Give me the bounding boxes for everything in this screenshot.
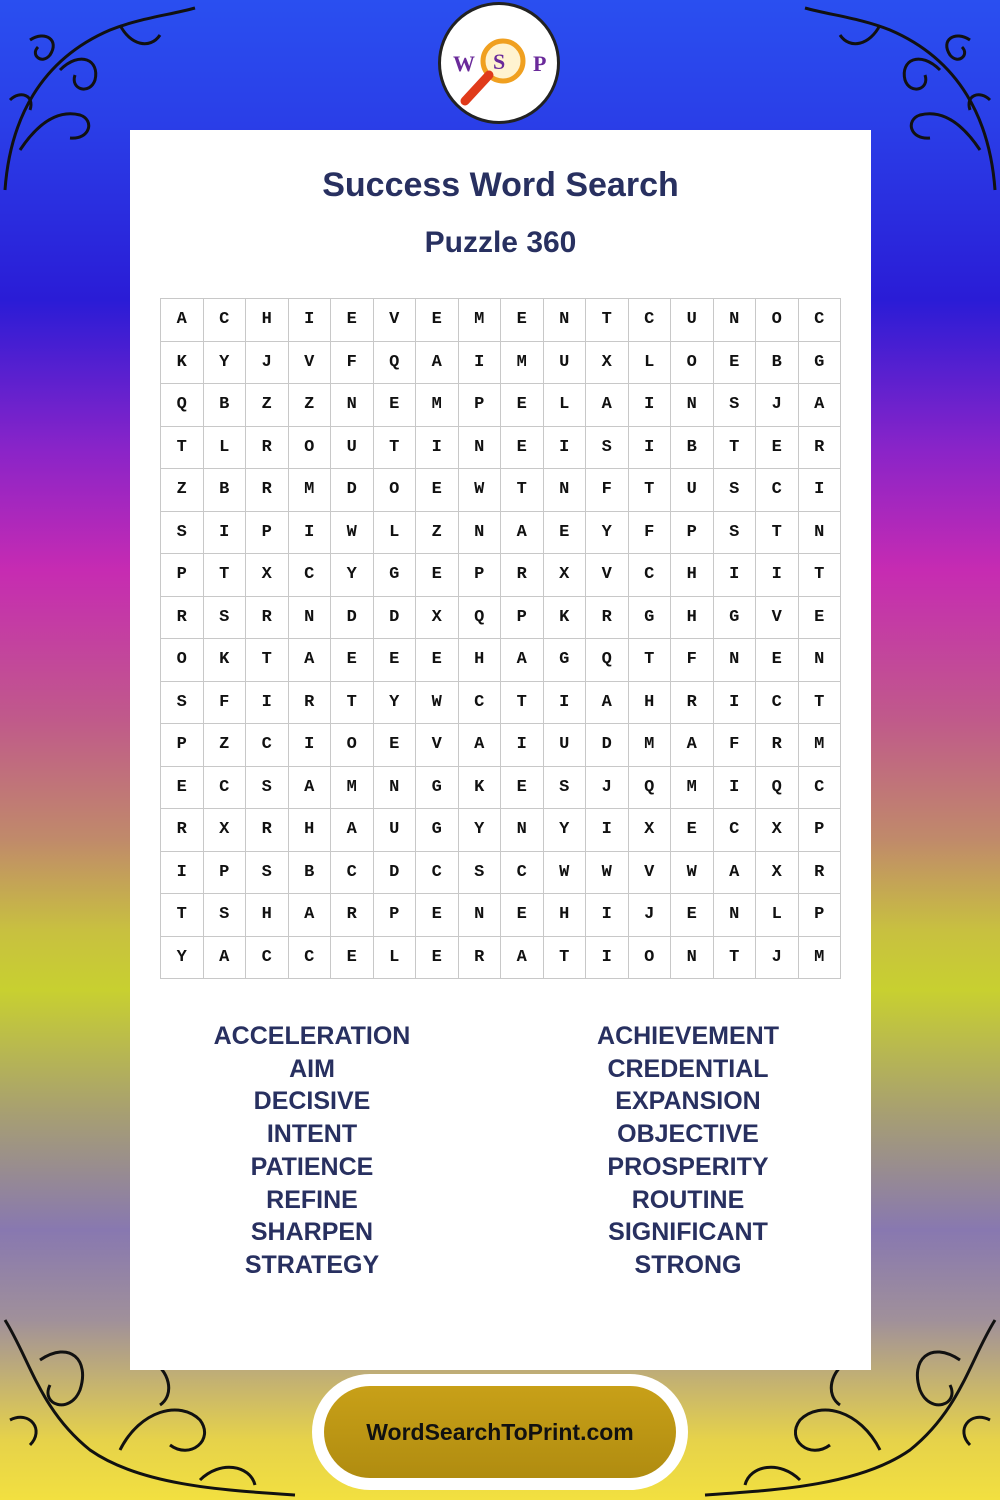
grid-cell[interactable]: P xyxy=(671,512,714,555)
grid-cell[interactable]: R xyxy=(246,809,289,852)
grid-cell[interactable]: T xyxy=(629,639,672,682)
grid-cell[interactable]: N xyxy=(544,469,587,512)
word-list-item: ACCELERATION xyxy=(213,1022,411,1050)
grid-cell[interactable]: A xyxy=(501,639,544,682)
grid-cell[interactable]: N xyxy=(714,639,757,682)
grid-cell[interactable]: A xyxy=(289,639,332,682)
grid-cell[interactable]: M xyxy=(799,937,842,980)
grid-cell[interactable]: E xyxy=(714,342,757,385)
grid-cell[interactable]: T xyxy=(714,937,757,980)
grid-cell[interactable]: R xyxy=(246,597,289,640)
grid-cell[interactable]: A xyxy=(714,852,757,895)
grid-cell[interactable]: J xyxy=(756,937,799,980)
grid-cell[interactable]: A xyxy=(586,682,629,725)
word-list-right xyxy=(558,1020,818,1282)
grid-cell[interactable]: P xyxy=(204,852,247,895)
grid-cell[interactable]: N xyxy=(544,299,587,342)
grid-cell[interactable]: S xyxy=(459,852,502,895)
grid-cell[interactable]: A xyxy=(331,809,374,852)
grid-cell[interactable]: I xyxy=(289,724,332,767)
grid-cell[interactable]: S xyxy=(204,894,247,937)
grid-cell[interactable]: C xyxy=(246,937,289,980)
grid-cell[interactable]: S xyxy=(586,427,629,470)
grid-cell[interactable]: R xyxy=(671,682,714,725)
grid-cell[interactable]: M xyxy=(629,724,672,767)
grid-cell[interactable]: I xyxy=(586,809,629,852)
grid-cell[interactable]: G xyxy=(629,597,672,640)
grid-cell[interactable]: N xyxy=(671,937,714,980)
grid-cell[interactable]: R xyxy=(161,809,204,852)
grid-cell[interactable]: I xyxy=(714,554,757,597)
grid-cell[interactable]: M xyxy=(459,299,502,342)
grid-cell[interactable]: T xyxy=(501,682,544,725)
logo-letter-p: P xyxy=(533,51,547,76)
grid-cell[interactable]: E xyxy=(501,767,544,810)
grid-cell[interactable]: L xyxy=(756,894,799,937)
grid-cell[interactable]: N xyxy=(671,384,714,427)
grid-cell[interactable]: O xyxy=(331,724,374,767)
grid-cell[interactable]: V xyxy=(416,724,459,767)
grid-cell[interactable]: J xyxy=(756,384,799,427)
word-list-left xyxy=(182,1020,442,1282)
grid-cell[interactable]: K xyxy=(161,342,204,385)
grid-cell[interactable]: T xyxy=(161,427,204,470)
grid-cell[interactable]: I xyxy=(501,724,544,767)
grid-cell[interactable]: B xyxy=(756,342,799,385)
grid-cell[interactable]: N xyxy=(374,767,417,810)
grid-cell[interactable]: C xyxy=(416,852,459,895)
grid-cell[interactable]: B xyxy=(204,384,247,427)
grid-cell[interactable]: A xyxy=(289,894,332,937)
grid-cell[interactable]: A xyxy=(671,724,714,767)
grid-cell[interactable]: I xyxy=(289,299,332,342)
grid-cell[interactable]: E xyxy=(161,767,204,810)
grid-cell[interactable]: O xyxy=(671,342,714,385)
grid-cell[interactable]: F xyxy=(331,342,374,385)
grid-cell[interactable]: T xyxy=(331,682,374,725)
grid-cell[interactable]: C xyxy=(501,852,544,895)
grid-cell[interactable]: E xyxy=(374,384,417,427)
grid-cell[interactable]: O xyxy=(161,639,204,682)
page-title: Success Word Search xyxy=(322,166,679,204)
grid-cell[interactable]: S xyxy=(714,384,757,427)
grid-cell[interactable]: E xyxy=(331,937,374,980)
grid-cell[interactable]: T xyxy=(374,427,417,470)
grid-cell[interactable]: G xyxy=(374,554,417,597)
grid-cell[interactable]: Z xyxy=(289,384,332,427)
grid-cell[interactable]: C xyxy=(459,682,502,725)
grid-cell[interactable]: O xyxy=(629,937,672,980)
grid-cell[interactable]: H xyxy=(459,639,502,682)
grid-cell[interactable]: A xyxy=(459,724,502,767)
grid-cell[interactable]: H xyxy=(629,682,672,725)
grid-cell[interactable]: E xyxy=(416,554,459,597)
grid-cell[interactable]: E xyxy=(544,512,587,555)
grid-cell[interactable]: X xyxy=(246,554,289,597)
grid-cell[interactable]: I xyxy=(544,427,587,470)
grid-cell[interactable]: X xyxy=(756,852,799,895)
grid-cell[interactable]: X xyxy=(204,809,247,852)
grid-cell[interactable]: T xyxy=(756,512,799,555)
grid-cell[interactable]: P xyxy=(459,554,502,597)
grid-cell[interactable]: P xyxy=(501,597,544,640)
grid-cell[interactable]: T xyxy=(799,682,842,725)
grid-cell[interactable]: S xyxy=(246,767,289,810)
grid-cell[interactable]: P xyxy=(459,384,502,427)
grid-cell[interactable]: I xyxy=(629,427,672,470)
grid-cell[interactable]: N xyxy=(459,894,502,937)
grid-cell[interactable]: F xyxy=(714,724,757,767)
grid-cell[interactable]: N xyxy=(714,894,757,937)
grid-cell[interactable]: M xyxy=(501,342,544,385)
grid-cell[interactable]: D xyxy=(586,724,629,767)
grid-cell[interactable]: A xyxy=(416,342,459,385)
grid-cell[interactable]: H xyxy=(544,894,587,937)
grid-cell[interactable]: H xyxy=(246,299,289,342)
word-list-item: SIGNIFICANT xyxy=(608,1218,768,1247)
grid-cell[interactable]: C xyxy=(289,937,332,980)
grid-cell[interactable]: S xyxy=(161,512,204,555)
site-link[interactable]: WordSearchToPrint.com xyxy=(324,1386,676,1478)
grid-cell[interactable]: W xyxy=(331,512,374,555)
grid-cell[interactable]: I xyxy=(289,512,332,555)
grid-cell[interactable]: S xyxy=(544,767,587,810)
grid-cell[interactable]: G xyxy=(544,639,587,682)
grid-cell[interactable]: D xyxy=(331,469,374,512)
grid-cell[interactable]: H xyxy=(289,809,332,852)
grid-cell[interactable]: J xyxy=(246,342,289,385)
grid-cell[interactable]: F xyxy=(671,639,714,682)
grid-cell[interactable]: X xyxy=(416,597,459,640)
grid-cell[interactable]: T xyxy=(204,554,247,597)
grid-cell[interactable]: U xyxy=(544,342,587,385)
grid-cell[interactable]: V xyxy=(289,342,332,385)
grid-cell[interactable]: I xyxy=(246,682,289,725)
grid-cell[interactable]: V xyxy=(586,554,629,597)
grid-cell[interactable]: T xyxy=(714,427,757,470)
grid-cell[interactable]: T xyxy=(161,894,204,937)
grid-cell[interactable]: Q xyxy=(459,597,502,640)
word-list-item: OBJECTIVE xyxy=(617,1120,759,1149)
grid-cell[interactable]: N xyxy=(714,299,757,342)
word-list-item: REFINE xyxy=(266,1185,358,1214)
grid-cell[interactable]: E xyxy=(374,724,417,767)
grid-cell[interactable]: C xyxy=(246,724,289,767)
word-list-item: AIM xyxy=(289,1054,335,1083)
grid-cell[interactable]: I xyxy=(799,469,842,512)
grid-cell[interactable]: N xyxy=(459,512,502,555)
grid-cell[interactable]: I xyxy=(544,682,587,725)
grid-cell[interactable]: I xyxy=(161,852,204,895)
grid-cell[interactable]: E xyxy=(331,639,374,682)
grid-cell[interactable]: D xyxy=(331,597,374,640)
grid-cell[interactable]: C xyxy=(629,554,672,597)
grid-cell[interactable]: O xyxy=(374,469,417,512)
grid-cell[interactable]: C xyxy=(714,809,757,852)
grid-cell[interactable]: U xyxy=(671,469,714,512)
grid-cell[interactable]: B xyxy=(204,469,247,512)
grid-cell[interactable]: A xyxy=(161,299,204,342)
word-list-item: INTENT xyxy=(266,1120,358,1149)
grid-cell[interactable]: R xyxy=(501,554,544,597)
grid-cell[interactable]: H xyxy=(671,554,714,597)
puzzle-number: Puzzle 360 xyxy=(424,226,577,259)
grid-cell[interactable]: M xyxy=(671,767,714,810)
grid-cell[interactable]: F xyxy=(204,682,247,725)
grid-cell[interactable]: H xyxy=(246,894,289,937)
grid-cell[interactable]: E xyxy=(501,894,544,937)
grid-cell[interactable]: T xyxy=(586,299,629,342)
grid-cell[interactable]: Q xyxy=(161,384,204,427)
grid-cell[interactable]: E xyxy=(416,937,459,980)
grid-cell[interactable]: E xyxy=(416,469,459,512)
grid-cell[interactable]: T xyxy=(629,469,672,512)
grid-cell[interactable]: C xyxy=(289,554,332,597)
grid-cell[interactable]: T xyxy=(799,554,842,597)
grid-cell[interactable]: N xyxy=(459,427,502,470)
grid-cell[interactable]: X xyxy=(586,342,629,385)
grid-cell[interactable]: W xyxy=(459,469,502,512)
grid-cell[interactable]: I xyxy=(459,342,502,385)
grid-cell[interactable]: Z xyxy=(416,512,459,555)
grid-cell[interactable]: L xyxy=(204,427,247,470)
word-list-item: PATIENCE xyxy=(250,1152,374,1181)
grid-cell[interactable]: V xyxy=(374,299,417,342)
grid-cell[interactable]: T xyxy=(501,469,544,512)
grid-cell[interactable]: K xyxy=(544,597,587,640)
puzzle-card xyxy=(130,130,871,1370)
grid-cell[interactable]: Y xyxy=(374,682,417,725)
grid-cell[interactable]: R xyxy=(459,937,502,980)
grid-cell[interactable]: F xyxy=(586,469,629,512)
grid-cell[interactable]: L xyxy=(629,342,672,385)
grid-cell[interactable]: I xyxy=(714,682,757,725)
grid-cell[interactable]: S xyxy=(714,512,757,555)
grid-cell[interactable]: Q xyxy=(374,342,417,385)
grid-cell[interactable]: M xyxy=(799,724,842,767)
grid-cell[interactable]: T xyxy=(246,639,289,682)
grid-cell[interactable]: A xyxy=(501,937,544,980)
grid-cell[interactable]: E xyxy=(331,299,374,342)
grid-cell[interactable]: E xyxy=(756,427,799,470)
grid-cell[interactable]: J xyxy=(629,894,672,937)
grid-cell[interactable]: G xyxy=(416,809,459,852)
grid-cell[interactable]: A xyxy=(799,384,842,427)
grid-cell[interactable]: D xyxy=(374,597,417,640)
grid-cell[interactable]: N xyxy=(331,384,374,427)
grid-cell[interactable]: R xyxy=(246,469,289,512)
grid-cell[interactable]: Z xyxy=(204,724,247,767)
grid-cell[interactable]: X xyxy=(629,809,672,852)
grid-cell[interactable]: E xyxy=(501,427,544,470)
word-list-item: DECISIVE xyxy=(253,1087,371,1116)
grid-cell[interactable]: W xyxy=(586,852,629,895)
grid-cell[interactable]: R xyxy=(161,597,204,640)
grid-cell[interactable]: L xyxy=(374,937,417,980)
grid-cell[interactable]: C xyxy=(204,767,247,810)
grid-cell[interactable]: E xyxy=(501,384,544,427)
word-list-item: ROUTINE xyxy=(631,1185,745,1214)
grid-cell[interactable]: S xyxy=(246,852,289,895)
grid-cell[interactable]: Y xyxy=(204,342,247,385)
grid-cell[interactable]: L xyxy=(544,384,587,427)
word-list-item: CREDENTIAL xyxy=(607,1054,769,1083)
grid-cell[interactable]: W xyxy=(544,852,587,895)
grid-cell[interactable]: Q xyxy=(756,767,799,810)
grid-cell[interactable]: W xyxy=(671,852,714,895)
grid-cell[interactable]: B xyxy=(289,852,332,895)
grid-cell[interactable]: E xyxy=(416,894,459,937)
grid-cell[interactable]: R xyxy=(799,852,842,895)
grid-cell[interactable]: C xyxy=(629,299,672,342)
grid-cell[interactable]: E xyxy=(416,639,459,682)
grid-cell[interactable]: E xyxy=(416,299,459,342)
grid-cell[interactable]: N xyxy=(799,512,842,555)
grid-cell[interactable]: V xyxy=(629,852,672,895)
grid-cell[interactable]: E xyxy=(756,639,799,682)
grid-cell[interactable]: H xyxy=(671,597,714,640)
grid-cell[interactable]: P xyxy=(799,809,842,852)
grid-cell[interactable]: U xyxy=(331,427,374,470)
grid-cell[interactable]: G xyxy=(416,767,459,810)
grid-cell[interactable]: A xyxy=(501,512,544,555)
grid-cell[interactable]: T xyxy=(544,937,587,980)
grid-cell[interactable]: K xyxy=(204,639,247,682)
grid-cell[interactable]: O xyxy=(756,299,799,342)
grid-cell[interactable]: U xyxy=(374,809,417,852)
grid-cell[interactable]: G xyxy=(799,342,842,385)
grid-cell[interactable]: L xyxy=(374,512,417,555)
grid-cell[interactable]: I xyxy=(756,554,799,597)
grid-cell[interactable]: C xyxy=(756,469,799,512)
grid-cell[interactable]: O xyxy=(289,427,332,470)
grid-cell[interactable]: R xyxy=(799,427,842,470)
grid-cell[interactable]: I xyxy=(586,937,629,980)
grid-cell[interactable]: S xyxy=(714,469,757,512)
grid-cell[interactable]: C xyxy=(756,682,799,725)
grid-cell[interactable]: Y xyxy=(586,512,629,555)
grid-cell[interactable]: R xyxy=(246,427,289,470)
grid-cell[interactable]: E xyxy=(799,597,842,640)
grid-cell[interactable]: N xyxy=(799,639,842,682)
grid-cell[interactable]: A xyxy=(204,937,247,980)
grid-cell[interactable]: P xyxy=(374,894,417,937)
grid-cell[interactable]: E xyxy=(501,299,544,342)
logo-letter-s: S xyxy=(493,49,506,74)
grid-cell[interactable]: A xyxy=(586,384,629,427)
word-list-item: STRATEGY xyxy=(244,1250,380,1279)
word-list-item: STRONG xyxy=(634,1250,742,1279)
grid-cell[interactable]: Y xyxy=(459,809,502,852)
grid-cell[interactable]: P xyxy=(161,554,204,597)
grid-cell[interactable]: R xyxy=(756,724,799,767)
grid-cell[interactable]: U xyxy=(544,724,587,767)
grid-cell[interactable]: M xyxy=(331,767,374,810)
grid-cell[interactable]: A xyxy=(289,767,332,810)
word-list-item: SHARPEN xyxy=(250,1218,374,1247)
grid-cell[interactable]: S xyxy=(204,597,247,640)
grid-cell[interactable]: D xyxy=(374,852,417,895)
grid-cell[interactable]: I xyxy=(714,767,757,810)
grid-cell[interactable]: N xyxy=(289,597,332,640)
word-list-item: PROSPERITY xyxy=(607,1152,769,1181)
grid-cell[interactable]: P xyxy=(246,512,289,555)
grid-cell[interactable]: Q xyxy=(586,639,629,682)
grid-cell[interactable]: X xyxy=(756,809,799,852)
grid-cell[interactable]: F xyxy=(629,512,672,555)
grid-cell[interactable]: Y xyxy=(331,554,374,597)
logo-letter-w: W xyxy=(453,51,475,76)
grid-cell[interactable]: V xyxy=(756,597,799,640)
word-list-item: EXPANSION xyxy=(615,1087,761,1116)
grid-cell[interactable]: Q xyxy=(629,767,672,810)
grid-cell[interactable]: M xyxy=(416,384,459,427)
letter-grid xyxy=(160,298,841,979)
grid-cell[interactable]: Y xyxy=(544,809,587,852)
grid-cell[interactable]: X xyxy=(544,554,587,597)
grid-cell[interactable]: E xyxy=(671,894,714,937)
grid-cell[interactable]: C xyxy=(331,852,374,895)
grid-cell[interactable]: M xyxy=(289,469,332,512)
grid-cell[interactable]: I xyxy=(204,512,247,555)
grid-cell[interactable]: E xyxy=(374,639,417,682)
grid-cell[interactable]: B xyxy=(671,427,714,470)
word-list-item: ACHIEVEMENT xyxy=(597,1022,779,1050)
grid-cell[interactable]: I xyxy=(416,427,459,470)
grid-cell[interactable]: I xyxy=(586,894,629,937)
grid-cell[interactable]: E xyxy=(671,809,714,852)
grid-cell[interactable]: W xyxy=(416,682,459,725)
grid-cell[interactable]: P xyxy=(161,724,204,767)
grid-cell[interactable]: N xyxy=(501,809,544,852)
grid-cell[interactable]: P xyxy=(799,894,842,937)
grid-cell[interactable]: R xyxy=(289,682,332,725)
grid-cell[interactable]: Y xyxy=(161,937,204,980)
grid-cell[interactable]: C xyxy=(204,299,247,342)
grid-cell[interactable]: J xyxy=(586,767,629,810)
grid-cell[interactable]: G xyxy=(714,597,757,640)
grid-cell[interactable]: Z xyxy=(161,469,204,512)
grid-cell[interactable]: C xyxy=(799,767,842,810)
grid-cell[interactable]: R xyxy=(331,894,374,937)
grid-cell[interactable]: U xyxy=(671,299,714,342)
grid-cell[interactable]: I xyxy=(629,384,672,427)
grid-cell[interactable]: Z xyxy=(246,384,289,427)
site-logo[interactable] xyxy=(438,2,560,124)
grid-cell[interactable]: S xyxy=(161,682,204,725)
grid-cell[interactable]: C xyxy=(799,299,842,342)
grid-cell[interactable]: K xyxy=(459,767,502,810)
grid-cell[interactable]: R xyxy=(586,597,629,640)
